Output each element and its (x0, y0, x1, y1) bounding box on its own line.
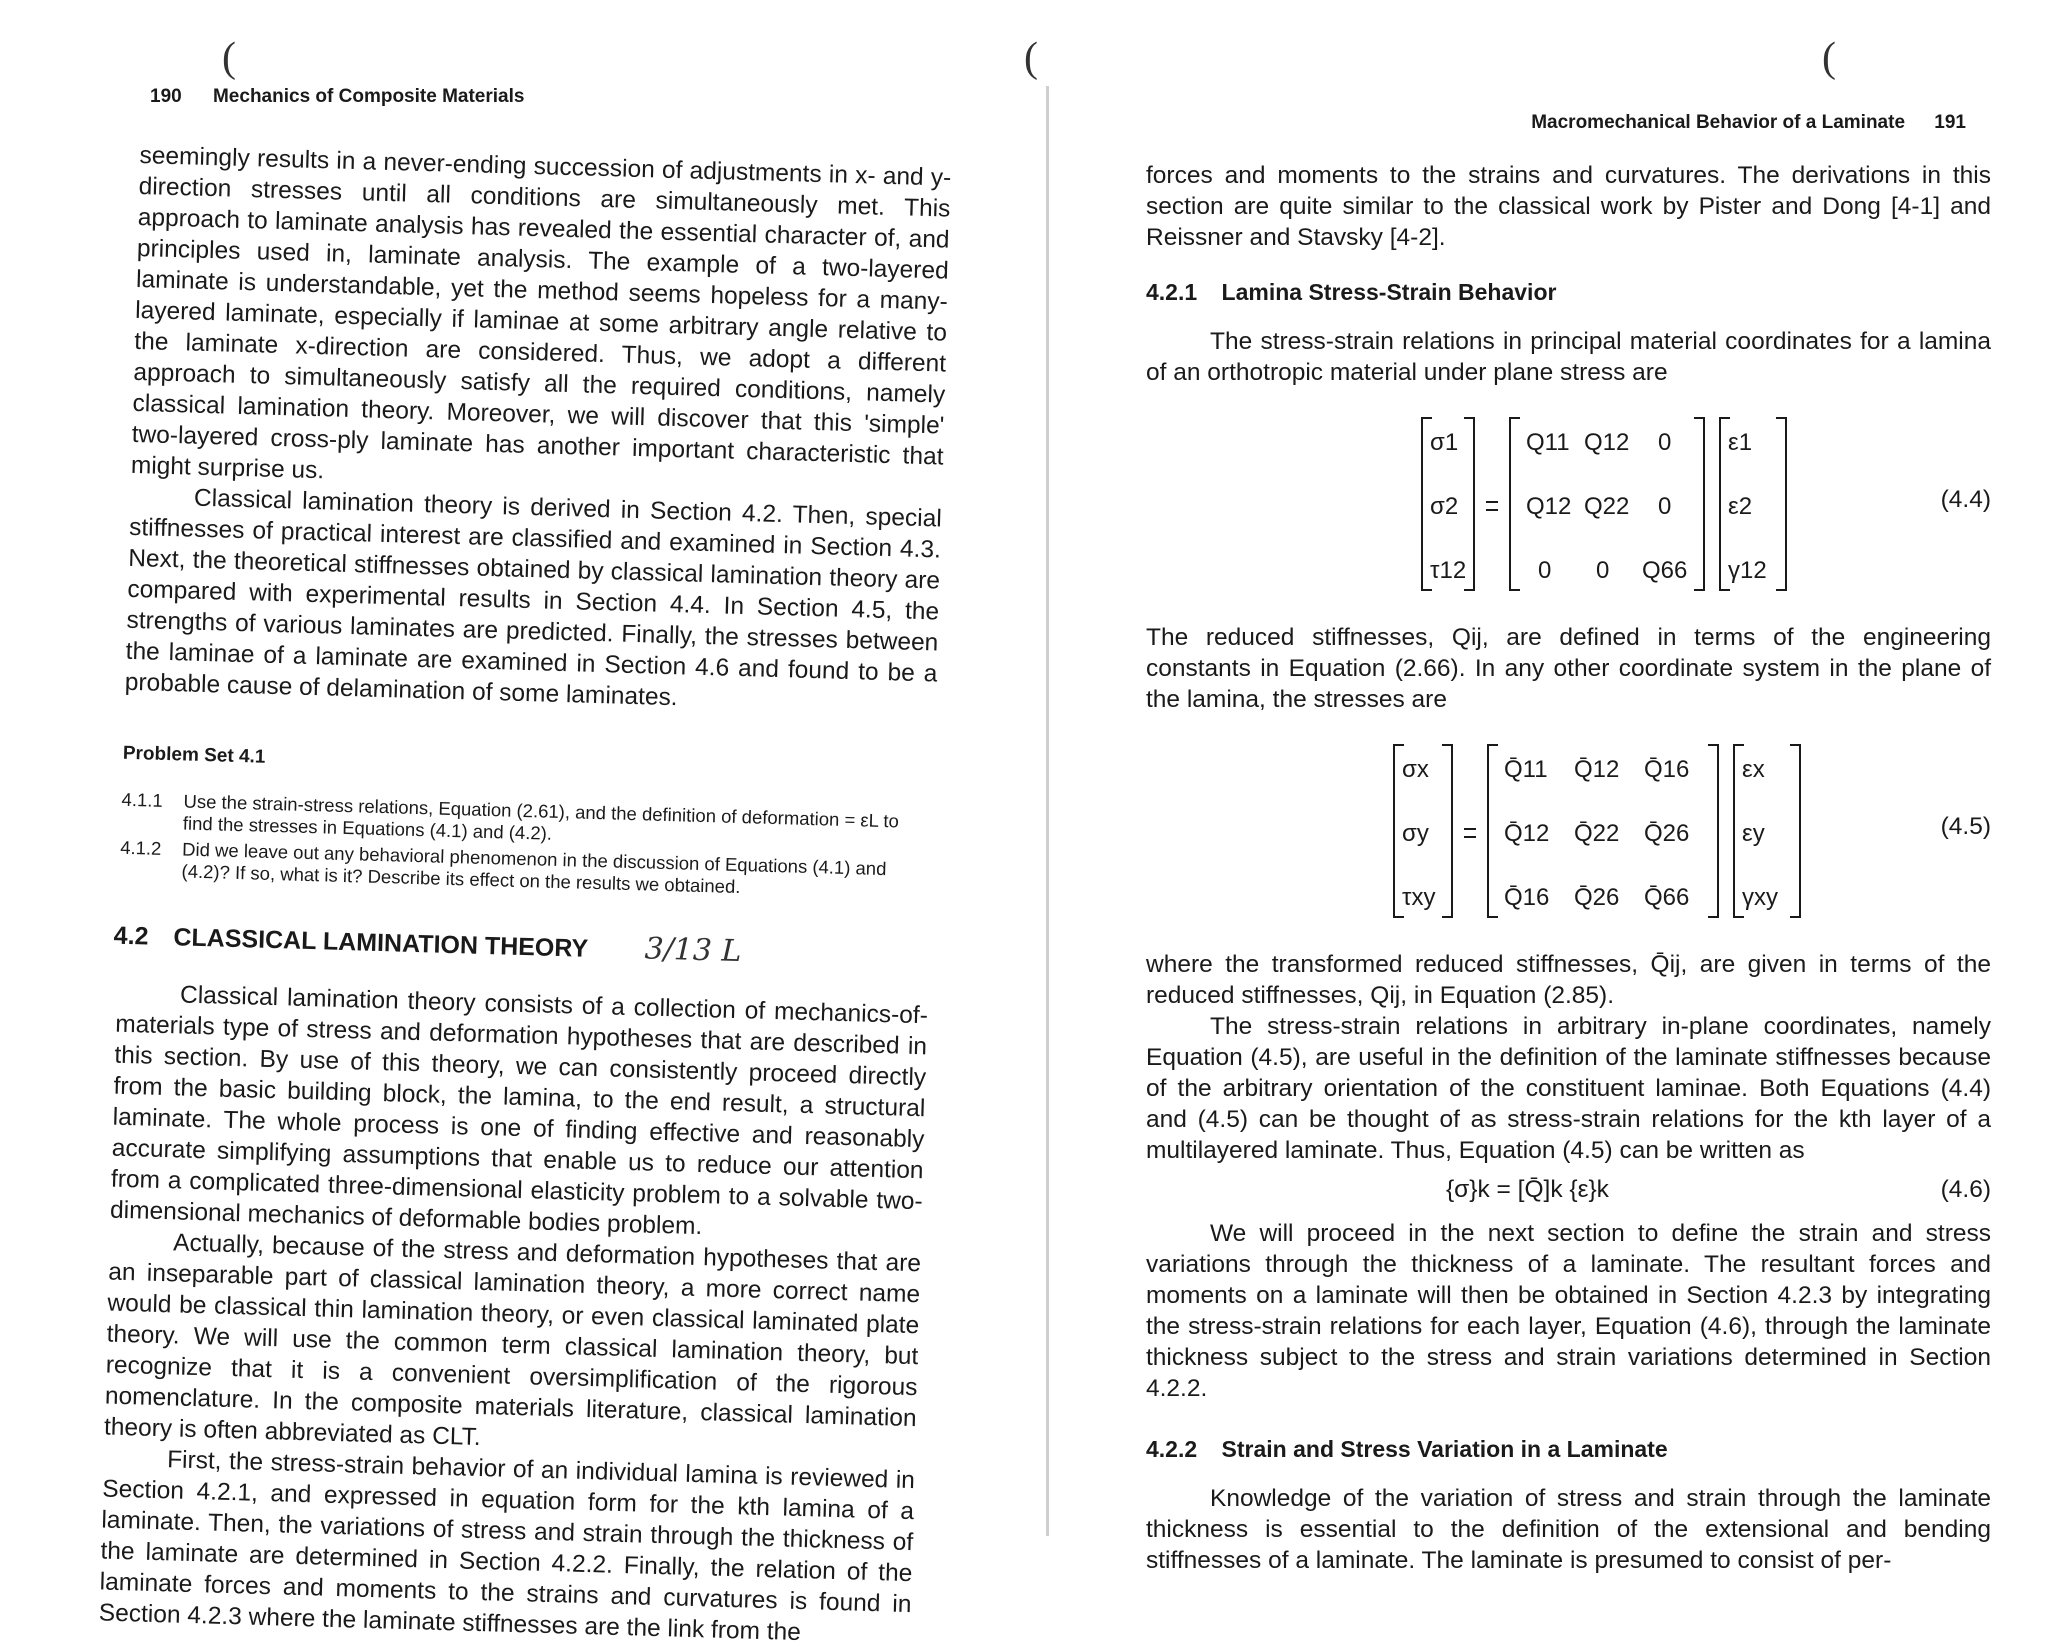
matrix-cell: εy (1742, 820, 1765, 847)
paragraph: The stress-strain relations in principal material coordinates for a lamina of an orthotropic material under plane stress are (1146, 328, 1991, 386)
subsection-number: 4.2.2 (1146, 1436, 1198, 1462)
matrix-cell: 0 (1596, 557, 1610, 584)
problem-set-heading: Problem Set 4.1 (122, 742, 266, 768)
matrix-cell: εx (1742, 756, 1765, 783)
matrix-cell: ε1 (1728, 429, 1753, 456)
running-head (1531, 112, 1966, 134)
matrix-cell: σx (1402, 756, 1429, 783)
paragraph: Actually, because of the stress and deformation hypotheses that are an inseparable part of classical lamination theory, a more correct name would be classical thin lamination theory, or even classical laminated plate theory. We will use the common term classical lamination theory, but recognize that it is a convenient oversimplification of the rigorous nomenclature. In the composite materials literature, classical lamination theory is often abbreviated as CLT. (103, 1229, 922, 1452)
matrix-cell: γxy (1742, 884, 1778, 911)
matrix-cell: Q̄12 (1574, 756, 1620, 783)
matrix-cell: Q̄11 (1504, 756, 1548, 783)
stiffness-matrix (1526, 429, 1687, 584)
strain-vector (1742, 756, 1778, 911)
paragraph: We will proceed in the next section to define the strain and stress variations through the thickness of a laminate. The resultant forces and moments on a laminate will then be obtained in Section 4.2.3 by integrating the stress-strain relations for each layer, Equation (4.6), through the laminate thickness subject to the stress and strain variations determined in Section 4.2.2. (1146, 1220, 1991, 1402)
subsection-number: 4.2.1 (1146, 279, 1198, 305)
section-heading (113, 919, 930, 975)
matrix-cell: Q̄22 (1574, 820, 1620, 847)
matrix-cell: σ2 (1430, 493, 1459, 520)
equation-number: (4.6) (1940, 1176, 1991, 1203)
matrix-cell: Q11 (1526, 429, 1570, 456)
matrix-cell: 0 (1538, 557, 1552, 584)
equation-number: (4.5) (1940, 813, 1991, 840)
running-head (150, 86, 524, 108)
subsection-title: Lamina Stress-Strain Behavior (1221, 279, 1557, 305)
paragraph: seemingly results in a never-ending succession of adjustments in x- and y-direction stresses until all conditions are simultaneously met. This approach to laminate analysis has revealed the essential character of, and principles used in, laminate analysis. The example of a two-layered laminate is understandable, yet the method seems hopeless for a many-layered laminate, especially if laminae at some arbitrary angle relative to the laminate x-direction are considered. Thus, we adopt a different approach to simultaneously satisfy all the required conditions, namely classical lamination theory. Moreover, we will discover that this 'simple' two-layered cross-ply laminate has another important characteristic that might surprise us. (130, 141, 952, 485)
left-body-text (98, 140, 951, 1651)
margin-parenthesis: ( (1024, 35, 1038, 81)
paragraph: Classical lamination theory is derived in Section 4.2. Then, special stiffnesses of practical interest are classified and examined in Section 4.3. Next, the theoretical stiffnesses obtained by classical lamination theory are compared with experimental results in Section 4.4. In Section 4.5, the strengths of various laminates are predicted. Finally, the stresses between the laminae of a laminate are examined in Section 4.6 and found to be a probable cause of delamination of some laminates. (124, 484, 943, 712)
problem-text: Did we leave out any behavioral phenomenon in the discussion of Equations (4.1) and (4.2)? If so, what is it? Describe its effect on the results we obtained. (181, 838, 887, 898)
matrix-equation (1146, 737, 1991, 927)
stress-vector (1402, 756, 1435, 911)
strain-vector (1728, 429, 1767, 584)
paragraph: Classical lamination theory consists of a collection of mechanics-of-materials type of stress and deformation hypotheses that are described in this section. By use of this theory, we can consistently proceed directly from the basic building block, the lamina, to the end result, a structural laminate. The whole process is one of finding effective and reasonably accurate simplifying assumptions that enable us to reduce our attention from a complicated three-dimensional elasticity problem to a solvable two-dimensional mechanics of deformable bodies problem. (109, 981, 929, 1241)
matrix-cell: τ12 (1430, 557, 1467, 584)
matrix-cell: ε2 (1728, 493, 1753, 520)
margin-parenthesis: ( (1822, 35, 1836, 81)
matrix-cell: 0 (1658, 493, 1672, 520)
matrix-cell: Q12 (1526, 493, 1572, 520)
page-number: 190 (150, 86, 182, 107)
equation-4-6 (1146, 1170, 1991, 1212)
paragraph: forces and moments to the strains and curvatures. The derivations in this section are quite similar to the classical work by Pister and Dong [4-1] and Reissner and Stavsky [4-2]. (1146, 162, 1991, 251)
equation-expression: {σ}k = [Q̄]k {ε}k (1446, 1176, 1609, 1203)
margin-parenthesis: ( (222, 35, 236, 81)
subsection-heading (1146, 1434, 1991, 1465)
matrix-cell: 0 (1658, 429, 1672, 456)
stress-vector (1430, 429, 1466, 584)
matrix-cell: γ12 (1728, 557, 1767, 584)
running-head-title: Mechanics of Composite Materials (212, 86, 525, 107)
matrix-cell: Q22 (1584, 493, 1630, 520)
problem-text: Use the strain-stress relations, Equation (2.61), and the definition of deformation = εL to find the stresses in Equations (4.1) and (4.2). (182, 790, 900, 844)
equation-number: (4.4) (1940, 486, 1991, 513)
matrix-equation (1146, 410, 1991, 600)
paragraph: First, the stress-strain behavior of an individual lamina is reviewed in Section 4.2.1, and expressed in equation form for the kth lamina of a laminate. Then, the variations of stress and strain through the thickness of the laminate are determined in Section 4.2.2. Finally, the relation of the laminate forces and moments to the strains and curvatures is found in Section 4.2.3 where the laminate stiffnesses are the link from the (98, 1446, 916, 1647)
matrix-cell: Q̄26 (1574, 884, 1620, 911)
problem-number: 4.1.1 (121, 788, 164, 811)
matrix-cell: Q̄26 (1644, 820, 1690, 847)
matrix-cell: Q66 (1642, 557, 1688, 584)
running-head-title: Macromechanical Behavior of a Laminate (1531, 112, 1906, 133)
subsection-heading (1146, 277, 1991, 308)
matrix-cell: Q̄66 (1644, 884, 1690, 911)
section-title: CLASSICAL LAMINATION THEORY (173, 923, 589, 963)
matrix-cell: Q̄16 (1644, 756, 1690, 783)
problem-number: 4.1.2 (119, 836, 162, 859)
paragraph: Knowledge of the variation of stress and strain through the laminate thickness is essential to the definition of the extensional and bending stiffnesses of a laminate. The laminate is presumed to consist of per- (1146, 1485, 1991, 1574)
matrix-cell: Q12 (1584, 429, 1630, 456)
paragraph: where the transformed reduced stiffnesses, Q̄ij, are given in terms of the reduced stiffnesses, Qij, in Equation (2.85). (1146, 951, 1991, 1009)
matrix-cell: σ1 (1430, 429, 1459, 456)
transformed-stiffness-matrix (1504, 756, 1689, 911)
section-number: 4.2 (113, 921, 149, 951)
equation-4-4 (1146, 410, 1991, 600)
paragraph: The reduced stiffnesses, Qij, are defined in terms of the engineering constants in Equation (2.66). In any other coordinate system in the plane of the lamina, the stresses are (1146, 624, 1991, 713)
page-number: 191 (1934, 112, 1966, 133)
equation-4-5 (1146, 737, 1991, 927)
right-page (1040, 0, 2048, 1582)
handwritten-note: 3/13 L (644, 931, 742, 970)
matrix-cell: Q̄12 (1504, 820, 1550, 847)
right-body-text (1146, 160, 1991, 1576)
matrix-cell: τxy (1402, 884, 1436, 911)
matrix-cell: σy (1402, 820, 1429, 847)
matrix-cell: Q̄16 (1504, 884, 1550, 911)
paragraph: The stress-strain relations in arbitrary in-plane coordinates, namely Equation (4.5), are useful in the definition of the laminate stiffnesses because of the arbitrary orientation of the constituent laminae. Both Equations (4.4) and (4.5) can be thought of as stress-strain relations for the kth layer of a multilayered laminate. Thus, Equation (4.5) can be written as (1146, 1013, 1991, 1164)
subsection-title: Strain and Stress Variation in a Laminate (1221, 1436, 1668, 1462)
